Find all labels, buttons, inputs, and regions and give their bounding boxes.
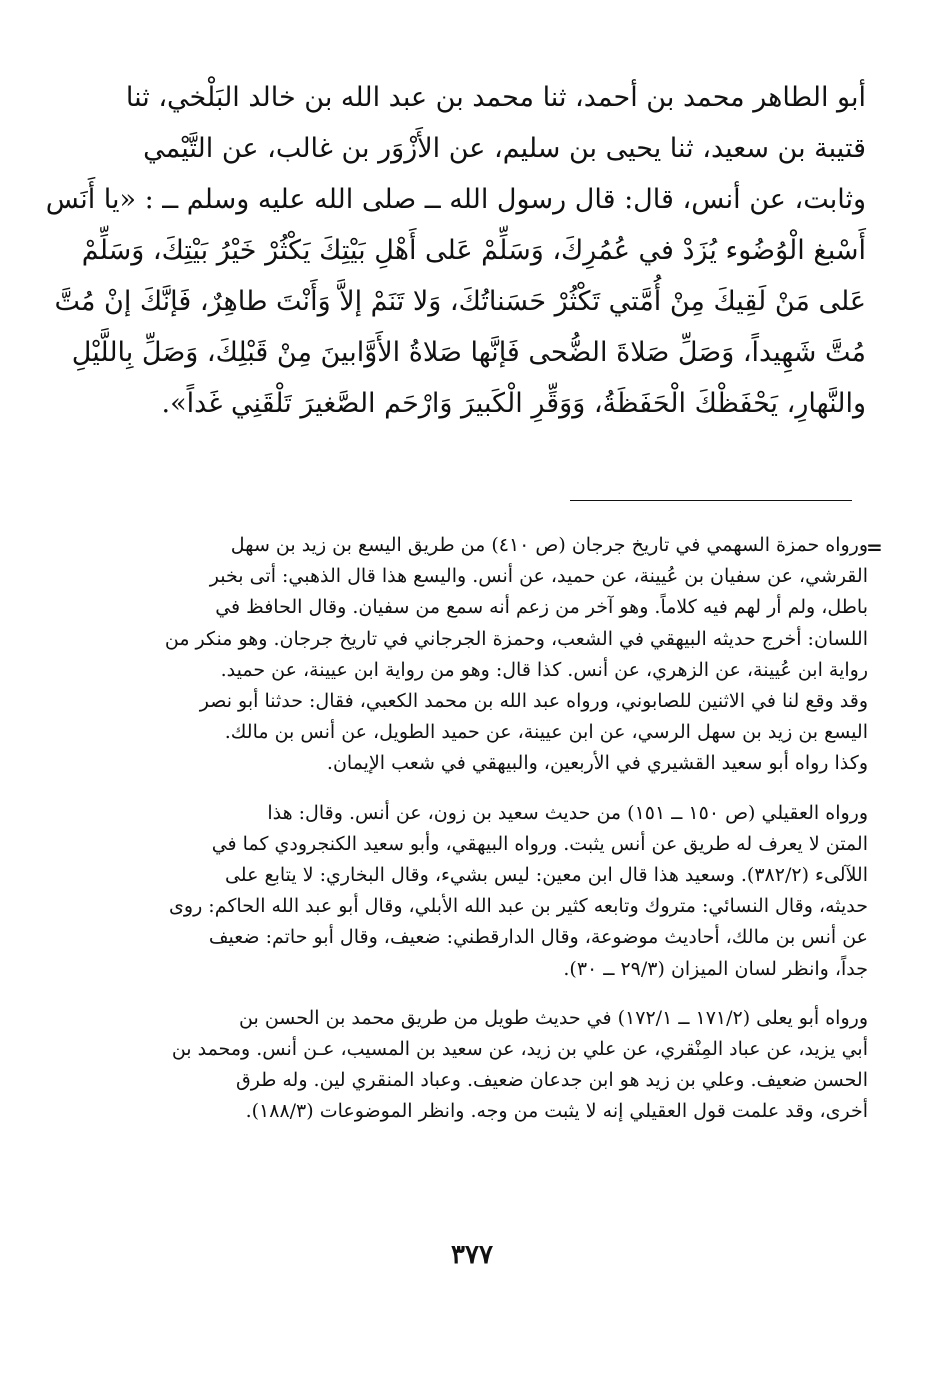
footnote-paragraph bbox=[150, 798, 868, 985]
footnote-line: اللسان: أخرج حديثه البيهقي في الشعب، وحمزة الجرجاني في تاريخ جرجان. وهو منكر من bbox=[164, 627, 868, 650]
footnote-paragraph bbox=[150, 530, 868, 780]
footnote-line: وكذا رواه أبو سعيد القشيري في الأربعين، والبيهقي في شعب الإيمان. bbox=[326, 752, 868, 775]
footnote-line: أخرى، وقد علمت قول العقيلي إنه لا يثبت من وجه. وانظر الموضوعات (١٨٨/٣). bbox=[245, 1100, 868, 1123]
footnote-line: باطل، ولم أر لهم فيه كلاماً. وهو آخر من زعم أنه سمع من سفيان. وقال الحافظ في bbox=[215, 596, 868, 619]
footnote-continuation-mark: = bbox=[866, 535, 883, 559]
main-text-line: أَسْبغ الْوُضُوء يُزَدْ في عُمُرِكَ، وَسَلِّمْ عَلى أَهْلِ بَيْتِكَ يَكْثُرْ خَيْرُ بَيْتِكَ، وَسَلِّمْ bbox=[81, 235, 866, 266]
footnote-line: ورواه حمزة السهمي في تاريخ جرجان (ص ٤١٠) من طريق اليسع بن زيد بن سهل bbox=[230, 534, 868, 556]
footnote-line: جداً، وانظر لسان الميزان (٢٩/٣ ــ ٣٠). bbox=[563, 957, 868, 980]
footnote-line: رواية ابن عُيينة، عن الزهري، عن أنس. كذا قال: وهو من رواية ابن عيينة، عن حميد. bbox=[220, 658, 868, 681]
footnote-separator-rule bbox=[570, 500, 852, 501]
footnote-line: القرشي، عن سفيان بن عُيينة، عن حميد، عن أنس. واليسع هذا قال الذهبي: أتى بخبر bbox=[209, 565, 868, 588]
footnote-line: وقد وقع لنا في الاثنين للصابوني، ورواه عبد الله بن محمد الكعبي، فقال: حدثنا أبو نصر bbox=[199, 690, 868, 713]
footnote-line: أبي يزيد، عن عباد المِنْقري، عن علي بن زيد، عن سعيد بن المسيب، عـن أنس. ومحمد بن bbox=[171, 1038, 868, 1061]
footnote-line: ورواه أبو يعلى (١٧١/٢ ــ ١٧٢/١) في حديث طويل من طريق محمد بن الحسن بن bbox=[239, 1006, 868, 1029]
main-text-line: وثابت، عن أنس، قال: قال رسول الله ــ صلى الله عليه وسلم ــ : «يا أَنَس bbox=[45, 184, 866, 215]
main-text-line: قتيبة بن سعيد، ثنا يحيى بن سليم، عن الأَزْوَر بن غالب، عن التَّيْمي bbox=[143, 133, 866, 164]
footnote-line: اللآلىء (٣٨٢/٢). وسعيد هذا قال ابن معين: ليس بشيء، وقال البخاري: لا يتابع على bbox=[224, 864, 868, 887]
main-text-block bbox=[45, 72, 866, 429]
footnote-line: المتن لا يعرف له طريق عن أنس يثبت. ورواه البيهقي، وأبو سعيد الكنجرودي كما في bbox=[211, 832, 868, 855]
main-text-line: أبو الطاهر محمد بن أحمد، ثنا محمد بن عبد الله بن خالد البَلْخي، ثنا bbox=[125, 82, 866, 113]
footnote-line: اليسع بن زيد بن سهل الرسي، عن ابن عيينة، عن حميد الطويل، عن أنس بن مالك. bbox=[224, 721, 868, 744]
footnote-line: حديثه، وقال النسائي: متروك وتابعه كثير بن عبد الله الأبلي، وقال أبو عبد الله الحاكم: روى bbox=[169, 895, 868, 918]
main-text-line: والنَّهارِ، يَحْفَظْكَ الْحَفَظَةُ، وَوَقِّرِ الْكَبيرَ وَارْحَم الصَّغيرَ تَلْقَنِي غَداً». bbox=[161, 388, 866, 419]
footnote-line: ورواه العقيلي (ص ١٥٠ ــ ١٥١) من حديث سعيد بن زون، عن أنس. وقال: هذا bbox=[267, 801, 868, 824]
main-text-line: مُتَّ شَهِيداً، وَصَلِّ صَلاةَ الضُّحى فَإنَّها صَلاةُ الأَوَّابينَ مِنْ قَبْلِكَ، وَصَلِّ بِاللَّيْلِ bbox=[71, 337, 866, 368]
footnote-line: عن أنس بن مالك، أحاديث موضوعة، وقال الدارقطني: ضعيف، وقال أبو حاتم: ضعيف bbox=[208, 926, 868, 949]
page-number: ٣٧٧ bbox=[451, 1240, 493, 1270]
main-text-line: عَلى مَنْ لَقِيكَ مِنْ أُمَّتي تَكْثُرْ حَسَناتُكَ، وَلا تَنَمْ إلاَّ وَأَنْتَ طاهِرٌ، فَإنَّكَ إنْ مُتَّ bbox=[54, 286, 866, 317]
footnotes-block bbox=[150, 530, 868, 1146]
footnote-line: الحسن ضعيف. وعلي بن زيد هو ابن جدعان ضعيف. وعباد المنقري لين. وله طرق bbox=[235, 1069, 868, 1092]
footnote-paragraph bbox=[150, 1003, 868, 1128]
